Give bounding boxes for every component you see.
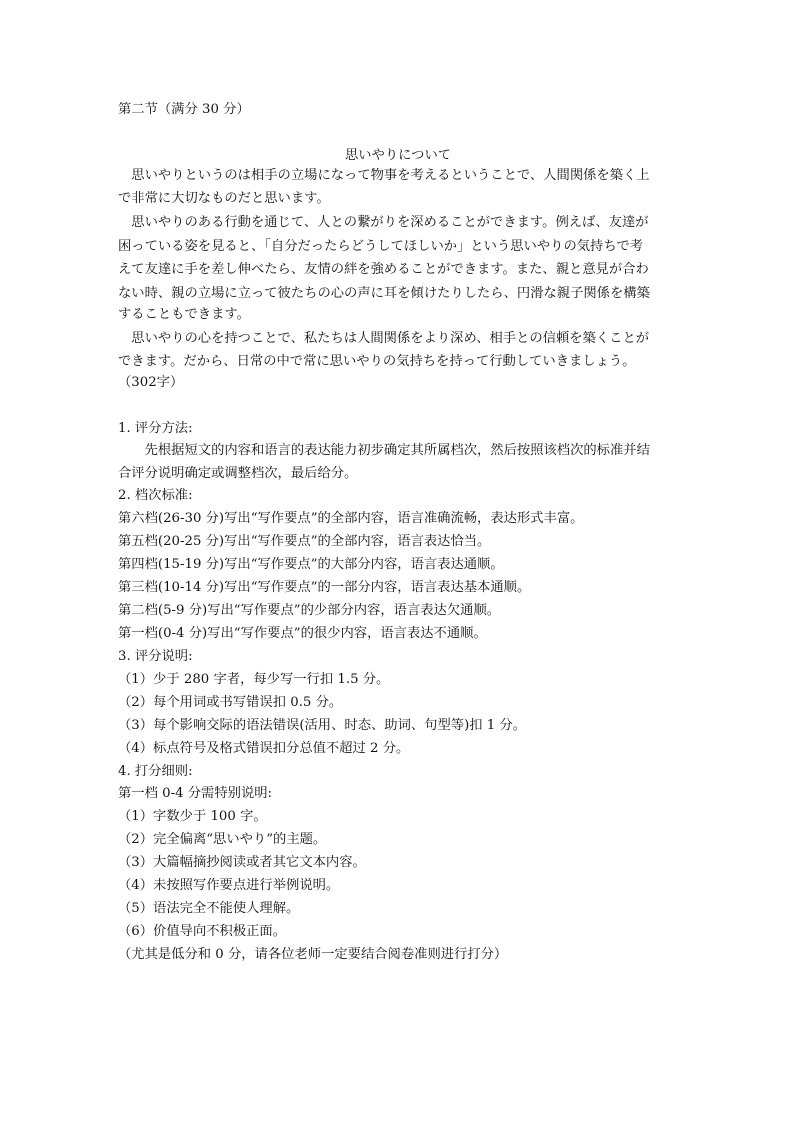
- scoring-line: 第一档 0-4 分需特别说明:: [118, 786, 273, 801]
- scoring-line: （3）每个影响交际的语法错误(活用、时态、助词、句型等)扣 1 分。: [118, 718, 527, 733]
- scoring-heading: 3. 评分说明:: [118, 649, 193, 664]
- scoring-line: 合评分说明确定或调整档次，最后给分。: [118, 466, 358, 481]
- essay-line: えて友達に手を差し伸べたら、友情の絆を強めることができます。また、親と意見が合わ: [118, 262, 649, 277]
- section-heading: 第二节（满分 30 分）: [118, 102, 250, 117]
- essay-line: 思いやりのある行動を通じて、人との繋がりを深めることができます。例えば、友達が: [118, 215, 649, 230]
- scoring-line: （2）每个用词或书写错误扣 0.5 分。: [118, 695, 343, 710]
- scoring-line: （2）完全偏离“思いやり”的主题。: [118, 832, 327, 847]
- scoring-heading: 2. 档次标准:: [118, 488, 193, 503]
- scoring-note: （尤其是低分和 0 分，请各位老师一定要结合阅卷准则进行打分）: [118, 947, 508, 962]
- scoring-line: （1）字数少于 100 字。: [118, 809, 267, 824]
- scoring-line: （6）价值导向不积极正面。: [118, 924, 287, 939]
- essay-line: することもできます。: [118, 307, 250, 322]
- scoring-line: （3）大篇幅摘抄阅读或者其它文本内容。: [118, 855, 366, 870]
- scoring-line: （1）少于 280 字者，每少写一行扣 1.5 分。: [118, 672, 390, 687]
- essay-line: 思いやりというのは相手の立場になって物事を考えるということで、人間関係を築く上: [118, 168, 650, 183]
- essay-line: 困っている姿を見ると、「自分だったらどうしてほしいか」という思いやりの気持ちで考: [118, 239, 644, 254]
- scoring-line: 第六档(26-30 分)写出“写作要点”的全部内容，语言准确流畅，表达形式丰富。: [118, 511, 584, 526]
- scoring-line: 第四档(15-19 分)写出“写作要点”的大部分内容，语言表达通顺。: [118, 557, 504, 572]
- scoring-line: 第五档(20-25 分)写出“写作要点”的全部内容，语言表达恰当。: [118, 534, 491, 549]
- scoring-heading: 1. 评分方法:: [118, 421, 193, 436]
- scoring-line: 第一档(0-4 分)写出“写作要点”的很少内容，语言表达不通顺。: [118, 626, 487, 641]
- essay-line: できます。だから、日常の中で常に思いやりの気持ちを持って行動していきましょう。: [118, 354, 636, 369]
- essay-word-count: （302字）: [118, 375, 184, 390]
- scoring-line: （4）标点符号及格式错误扣分总值不超过 2 分。: [118, 741, 410, 756]
- scoring-line: （4）未按照写作要点进行举例说明。: [118, 878, 340, 893]
- scoring-line: （5）语法完全不能使人理解。: [118, 901, 300, 916]
- essay-title: 思いやりについて: [344, 148, 452, 163]
- essay-line: で非常に大切なものだと思います。: [118, 191, 330, 206]
- scoring-line: 第二档(5-9 分)写出“写作要点”的少部分内容，语言表达欠通顺。: [118, 603, 501, 618]
- scoring-heading: 4. 打分细则:: [118, 764, 193, 779]
- scoring-line: 第三档(10-14 分)写出“写作要点”的一部分内容，语言表达基本通顺。: [118, 580, 531, 595]
- scoring-line: 先根据短文的内容和语言的表达能力初步确定其所属档次，然后按照该档次的标准并结: [118, 443, 650, 458]
- essay-line: ない時、親の立場に立って彼たちの心の声に耳を傾けたりしたら、円滑な親子関係を構築: [118, 286, 650, 301]
- essay-line: 思いやりの心を持つことで、私たちは人間関係をより深め、相手との信頼を築くことが: [118, 331, 650, 346]
